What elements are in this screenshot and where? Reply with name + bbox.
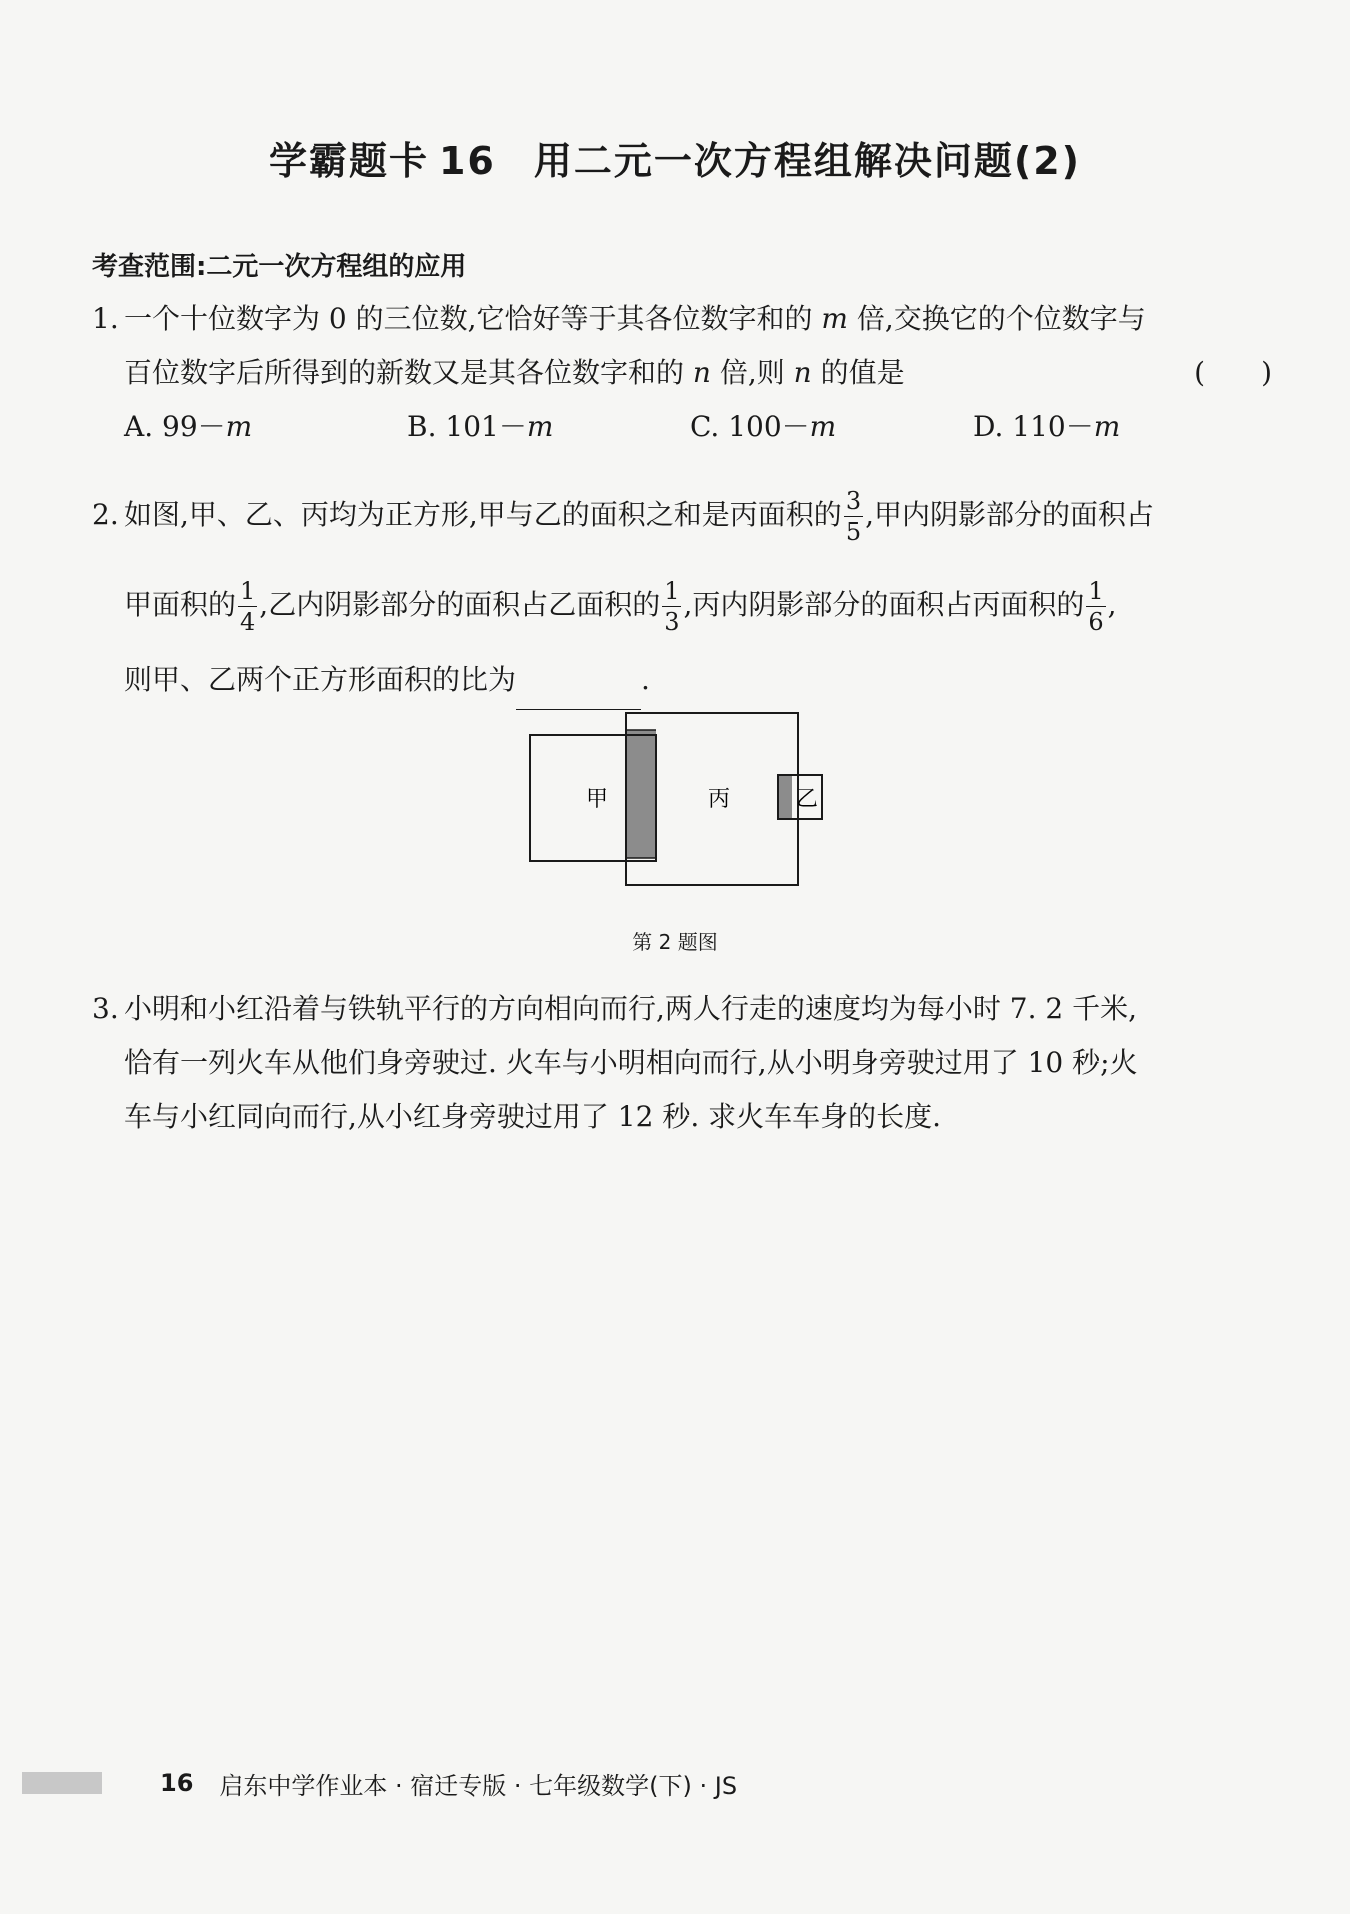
option-d-text: D. 110－ <box>973 410 1094 443</box>
title-prefix: 学霸题卡 <box>268 139 429 183</box>
question-number: 2. <box>92 498 119 531</box>
fraction-1-3 <box>662 579 681 634</box>
exam-scope: 考查范围:二元一次方程组的应用 <box>92 252 467 282</box>
title-topic: 用二元一次方程组解决问题(2) <box>533 139 1082 183</box>
denominator: 5 <box>845 518 862 546</box>
question-1 <box>92 292 1272 454</box>
question-3 <box>92 982 1272 1144</box>
page-footer <box>22 1766 737 1800</box>
question-2 <box>92 470 1272 710</box>
q1-text: 百位数字后所得到的新数又是其各位数字和的 <box>124 356 693 389</box>
fraction-1-6 <box>1086 579 1105 634</box>
question-number: 3. <box>92 992 119 1025</box>
jia-shaded-region <box>626 730 656 858</box>
fraction-3-5 <box>844 489 863 544</box>
q1-options <box>92 400 1272 454</box>
q2-text: ,乙内阴影部分的面积占乙面积的 <box>259 588 661 621</box>
q1-text: 倍,则 <box>710 356 794 389</box>
label-bing: 丙 <box>708 787 731 812</box>
squares-figure <box>520 705 840 890</box>
footer-bar <box>22 1772 102 1794</box>
option-d[interactable] <box>973 400 1256 454</box>
var-n: n <box>692 356 711 389</box>
var-m: m <box>225 410 253 443</box>
book-title: 启东中学作业本 · 宿迁专版 · 七年级数学(下) · JS <box>219 1771 738 1800</box>
question-number: 1. <box>92 302 119 335</box>
page-number: 16 <box>160 1769 194 1797</box>
option-c[interactable] <box>690 400 973 454</box>
q2-text: . <box>641 663 650 696</box>
q1-text: 一个十位数字为 0 的三位数,它恰好等于其各位数字和的 <box>124 302 822 335</box>
option-c-text: C. 100－ <box>690 410 810 443</box>
var-m: m <box>1093 410 1121 443</box>
q2-text: 甲面积的 <box>124 588 237 621</box>
var-n: n <box>793 356 812 389</box>
title-number: 16 <box>438 139 496 183</box>
denominator: 4 <box>240 608 256 636</box>
option-a-text: A. 99－ <box>124 410 226 443</box>
denominator: 3 <box>664 608 680 636</box>
q2-text: 如图,甲、乙、丙均为正方形,甲与乙的面积之和是丙面积的 <box>124 498 842 531</box>
label-jia: 甲 <box>586 787 609 812</box>
q2-text: ,丙内阴影部分的面积占丙面积的 <box>683 588 1085 621</box>
option-a[interactable] <box>124 400 407 454</box>
q3-text: 小明和小红沿着与铁轨平行的方向相向而行,两人行走的速度均为每小时 7. 2 千米, <box>124 992 1138 1025</box>
figure-caption: 第 2 题图 <box>632 930 718 954</box>
option-b[interactable] <box>407 400 690 454</box>
numerator: 3 <box>845 487 862 515</box>
label-yi: 乙 <box>796 787 819 812</box>
q1-text: 倍,交换它的个位数字与 <box>847 302 1146 335</box>
var-m: m <box>821 302 848 335</box>
q1-text: 的值是 <box>811 356 905 389</box>
page-title <box>0 130 1350 185</box>
numerator: 1 <box>664 577 680 605</box>
q3-text: 车与小红同向而行,从小红身旁驶过用了 12 秒. 求火车车身的长度. <box>124 1100 942 1133</box>
denominator: 6 <box>1088 608 1104 636</box>
numerator: 1 <box>240 577 256 605</box>
option-b-text: B. 101－ <box>407 410 527 443</box>
var-m: m <box>526 410 554 443</box>
numerator: 1 <box>1088 577 1104 605</box>
q2-text: , <box>1107 588 1117 621</box>
yi-shaded-region <box>778 775 792 819</box>
answer-paren[interactable]: ( ) <box>1194 356 1272 389</box>
fraction-1-4 <box>238 579 257 634</box>
q2-text: ,甲内阴影部分的面积占 <box>865 498 1154 531</box>
q3-text: 恰有一列火车从他们身旁驶过. 火车与小明相向而行,从小明身旁驶过用了 10 秒;火 <box>124 1046 1138 1079</box>
var-m: m <box>809 410 837 443</box>
q2-text: 则甲、乙两个正方形面积的比为 <box>124 663 517 696</box>
